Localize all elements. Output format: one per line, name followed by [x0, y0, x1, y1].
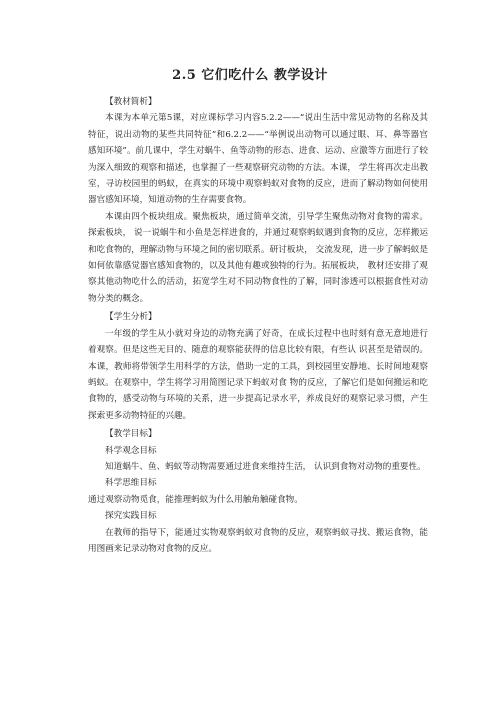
- material-paragraph-1: 本课为本单元第5课，对应课标学习内容5.2.2——“说出生活中常见动物的名称及其特征，说出动物的某些共同特征”和6.2.2——“举例说出动物可以通过眼、耳、鼻等器官感知环境”。前几课中，学生对蜗牛、鱼等动物的形态、进食、运动、应激等方面进行了较为深入细致的观察和描述，也掌握了一些观察研究动物的方法。本课， 学生将再次走出教室，寻访校园里的蚂蚁，在真实的环境中观察蚂蚁对食物的反应，进而了解动物如何使用器官感知环境，知道动物的生存需要食物。: [88, 113, 428, 206]
- goal-label-inquiry-practice: 探究实践目标: [105, 511, 157, 522]
- goal-label-science-thinking: 科学思维目标: [105, 478, 157, 489]
- goal-label-science-concept: 科学观念目标: [105, 445, 157, 456]
- goal-text-inquiry-practice: 在教师的指导下，能通过实物观察蚂蚁对食物的反应，观察蚂蚁寻找、搬运食物，能用图画来记录动物对食物的反应。: [88, 527, 428, 554]
- material-paragraph-2: 本课由四个板块组成。聚焦板块，通过简单交流，引导学生聚焦动物对食物的需求。探索板块， 说一说蜗牛和小鱼是怎样进食的，并通过观察蚂蚁遇到食物的反应，怎样搬运和吃食物的，理解动物与环境之间的密切联系。研讨板块， 交流发现，进一步了解蚂蚁是如何依靠感觉器官感知食物的，以及其他有趣或独特的行为。拓展板块， 教材还安排了观察其他动物吃什么的活动，拓宽学生对不同动物食性的了解，同时渗透可以根据食性对动物分类的概念。: [88, 211, 428, 304]
- section-heading-material: 【教材简析】: [105, 97, 157, 107]
- goal-text-science-thinking: 通过观察动物觅食，能推理蚂蚁为什么用触角触碰食物。: [88, 494, 303, 505]
- section-heading-goals: 【教学目标】: [105, 429, 157, 440]
- section-heading-student: 【学生分析】: [105, 312, 157, 323]
- document-body: [88, 92, 428, 557]
- goal-text-science-concept: 知道蜗牛、鱼、蚂蚁等动物需要通过进食来维持生活， 认识到食物对动物的重要性。: [105, 461, 426, 472]
- document-title: 2.5 它们吃什么 教学设计: [172, 68, 328, 83]
- student-paragraph-1: 一年级的学生从小就对身边的动物充满了好奇，在成长过程中也时刻有意无意地进行着观察。但是这些无目的、随意的观察能获得的信息比较有限，有些认 识甚至是错误的。本课，教师将带领学生用科学的方法，借助一定的工具，到校园里安静地、长时间地观察蚂蚁。在观察中，学生将学习用简图记录下蚂蚁对食 物的反应，了解它们是如何搬运和吃食物的，感受动物与环境的关系，进一步提高记录水平，养成良好的观察记录习惯，产生探索更多动物特征的兴趣。: [88, 328, 428, 421]
